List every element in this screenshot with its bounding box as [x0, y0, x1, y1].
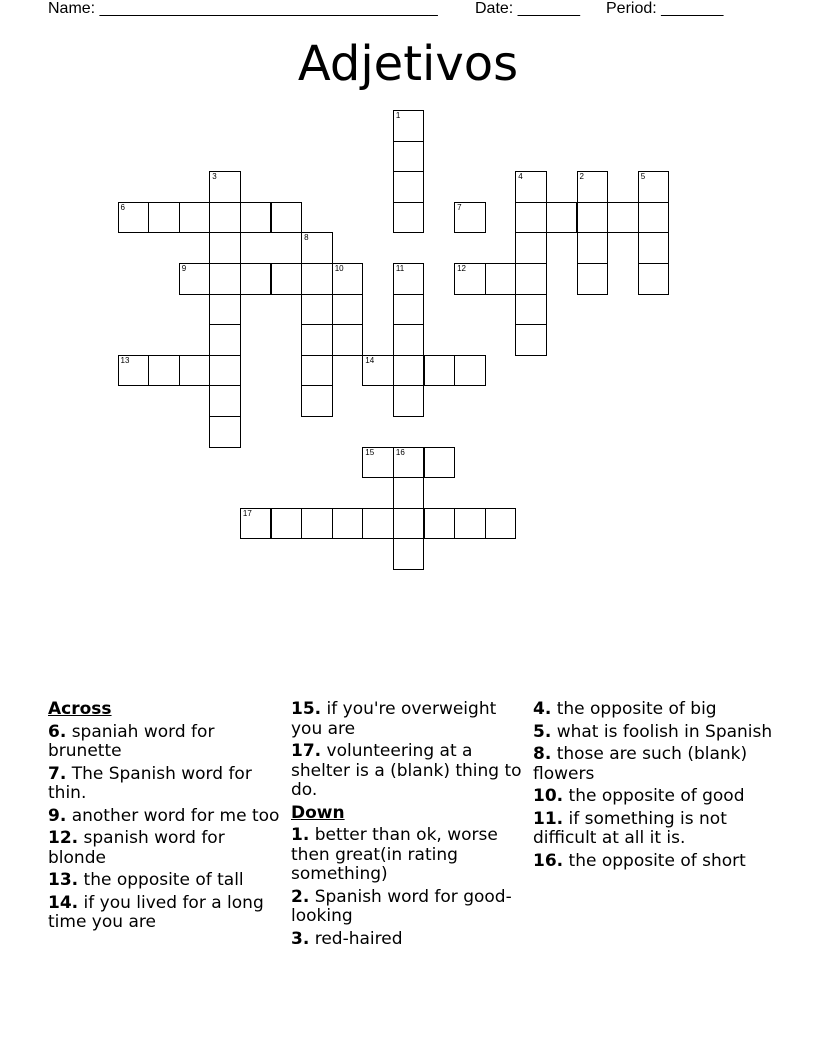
- crossword-cell[interactable]: [393, 171, 425, 203]
- crossword-cell[interactable]: [362, 355, 394, 387]
- cell-number: 15: [365, 447, 375, 457]
- crossword-cell[interactable]: [209, 355, 241, 387]
- clue-text: volunteering at a shelter is a (blank) thing to do.: [291, 741, 522, 800]
- crossword-cell[interactable]: [301, 263, 333, 295]
- cell-number: 9: [181, 264, 187, 273]
- crossword-cell[interactable]: [301, 294, 333, 326]
- crossword-cell[interactable]: [393, 385, 425, 417]
- clue-item: [533, 787, 773, 807]
- cell-number: 8: [304, 233, 309, 243]
- cell-number: 3: [212, 172, 217, 182]
- name-field-label[interactable]: Name: ______________________________________: [48, 0, 438, 17]
- crossword-cell[interactable]: [454, 355, 486, 387]
- crossword-cell[interactable]: [209, 263, 241, 295]
- crossword-cell[interactable]: [393, 324, 425, 356]
- clue-text: The Spanish word for thin.: [48, 763, 252, 803]
- crossword-cell[interactable]: [485, 508, 517, 540]
- clue-item: [48, 871, 288, 891]
- clue-number: 15.: [291, 699, 322, 719]
- crossword-cell[interactable]: [515, 324, 547, 356]
- crossword-cell[interactable]: [332, 324, 364, 356]
- clue-item: [291, 742, 531, 801]
- clue-text: if something is not difficult at all it is.: [533, 808, 727, 848]
- clue-number: 6.: [48, 721, 67, 742]
- clue-number: 17.: [291, 741, 322, 761]
- crossword-cell[interactable]: [515, 232, 547, 264]
- clue-number: 12.: [48, 828, 79, 848]
- cell-number: 13: [120, 355, 130, 365]
- clue-text: Spanish word for good-looking: [291, 886, 512, 926]
- crossword-cell[interactable]: [209, 171, 241, 203]
- clue-item: [48, 723, 288, 762]
- crossword-cell[interactable]: [577, 263, 609, 295]
- crossword-cell[interactable]: [332, 263, 364, 295]
- clue-number: 1.: [291, 825, 310, 845]
- crossword-cell[interactable]: [393, 202, 425, 234]
- crossword-cell[interactable]: [332, 508, 364, 540]
- clue-number: 2.: [291, 886, 310, 907]
- clue-text: better than ok, worse then great(in rating something): [291, 825, 498, 884]
- clue-item: [291, 930, 531, 950]
- crossword-cell[interactable]: [424, 355, 456, 387]
- clue-number: 5.: [533, 721, 552, 742]
- crossword-cell[interactable]: [148, 355, 180, 387]
- crossword-cell[interactable]: [393, 110, 425, 142]
- crossword-cell[interactable]: [179, 202, 211, 234]
- crossword-cell[interactable]: [454, 202, 486, 234]
- crossword-cell[interactable]: [301, 508, 333, 540]
- crossword-cell[interactable]: [209, 232, 241, 264]
- crossword-cell[interactable]: [515, 294, 547, 326]
- clue-number: 4.: [533, 699, 552, 719]
- clue-number: 13.: [48, 870, 79, 890]
- clue-text: if you lived for a long time you are: [48, 892, 264, 932]
- crossword-cell[interactable]: [271, 508, 303, 540]
- crossword-cell[interactable]: [301, 385, 333, 417]
- clue-item: [291, 700, 531, 739]
- clue-text: the opposite of good: [568, 786, 745, 806]
- clue-item: [48, 829, 288, 868]
- crossword-cell[interactable]: [515, 263, 547, 295]
- clue-item: [48, 765, 288, 804]
- clue-text: what is foolish in Spanish: [556, 721, 773, 742]
- date-field-label[interactable]: Date: _______: [475, 0, 580, 17]
- clue-heading-down: Down: [291, 802, 345, 823]
- crossword-cell[interactable]: [332, 294, 364, 326]
- crossword-cell[interactable]: [454, 508, 486, 540]
- cell-number: 14: [365, 355, 375, 365]
- clue-item: [291, 826, 531, 885]
- crossword-cell[interactable]: [179, 263, 211, 295]
- cell-number: 10: [334, 264, 344, 273]
- clue-text: another word for me too: [71, 805, 280, 826]
- cell-number: 11: [395, 264, 405, 273]
- crossword-cell[interactable]: [118, 202, 150, 234]
- cell-number: 6: [120, 202, 125, 212]
- cell-number: 12: [457, 264, 466, 273]
- clue-text: spanish word for blonde: [48, 828, 225, 868]
- crossword-cell[interactable]: [209, 385, 241, 417]
- crossword-cell[interactable]: [393, 477, 425, 509]
- crossword-cell[interactable]: [424, 447, 456, 479]
- cell-number: 4: [518, 172, 523, 182]
- cell-number: 5: [640, 172, 646, 182]
- clue-text: the opposite of big: [556, 699, 717, 719]
- crossword-cell[interactable]: [393, 263, 425, 295]
- crossword-cell[interactable]: [577, 202, 609, 234]
- crossword-cell[interactable]: [638, 232, 670, 264]
- clue-item: [533, 810, 773, 849]
- clue-number: 3.: [291, 928, 310, 949]
- clue-text: if you're overweight you are: [291, 699, 497, 739]
- crossword-cell[interactable]: [393, 355, 425, 387]
- crossword-cell[interactable]: [454, 263, 486, 295]
- crossword-cell[interactable]: [515, 171, 547, 203]
- cell-number: 7: [457, 202, 462, 212]
- crossword-cell[interactable]: [393, 447, 425, 479]
- clue-column-3: [533, 700, 773, 874]
- page-title: Adjetivos: [297, 36, 519, 92]
- clue-number: 10.: [533, 786, 564, 806]
- crossword-cell[interactable]: [638, 202, 670, 234]
- clue-number: 7.: [48, 763, 67, 784]
- crossword-cell[interactable]: [209, 416, 241, 448]
- clue-number: 8.: [533, 744, 552, 764]
- clue-column-2: [291, 700, 531, 952]
- crossword-cell[interactable]: [240, 508, 272, 540]
- crossword-cell[interactable]: [240, 202, 272, 234]
- crossword-cell[interactable]: [118, 355, 150, 387]
- clue-item: [291, 888, 531, 927]
- crossword-cell[interactable]: [362, 447, 394, 479]
- crossword-cell[interactable]: [393, 141, 425, 173]
- crossword-cell[interactable]: [607, 202, 639, 234]
- clue-column-1: [48, 700, 288, 936]
- crossword-cell[interactable]: [393, 538, 425, 570]
- clue-text: those are such (blank) flowers: [533, 744, 748, 784]
- crossword-cell[interactable]: [301, 355, 333, 387]
- cell-number: 17: [242, 508, 252, 518]
- clue-number: 14.: [48, 892, 79, 913]
- clue-text: red-haired: [314, 928, 403, 949]
- clue-item: [533, 745, 773, 784]
- crossword-cell[interactable]: [424, 508, 456, 540]
- clue-item: [533, 852, 773, 872]
- crossword-cell[interactable]: [209, 324, 241, 356]
- clue-number: 16.: [533, 850, 564, 871]
- crossword-cell[interactable]: [271, 263, 303, 295]
- crossword-cell[interactable]: [209, 294, 241, 326]
- crossword-cell[interactable]: [393, 508, 425, 540]
- period-field-label[interactable]: Period: _______: [606, 0, 724, 17]
- crossword-cell[interactable]: [485, 263, 517, 295]
- crossword-cell[interactable]: [577, 171, 609, 203]
- clue-text: the opposite of short: [568, 850, 746, 871]
- clue-item: [533, 723, 773, 743]
- crossword-cell[interactable]: [179, 355, 211, 387]
- cell-number: 16: [395, 447, 405, 457]
- crossword-cell[interactable]: [515, 202, 547, 234]
- clue-item: [48, 894, 288, 933]
- crossword-cell[interactable]: [240, 263, 272, 295]
- crossword-cell[interactable]: [577, 232, 609, 264]
- crossword-cell[interactable]: [209, 202, 241, 234]
- clue-number: 9.: [48, 805, 67, 826]
- crossword-cell[interactable]: [393, 294, 425, 326]
- clue-heading-across: Across: [48, 699, 112, 719]
- clue-item: [533, 700, 773, 720]
- clue-text: spaniah word for brunette: [48, 721, 215, 761]
- crossword-cell[interactable]: [271, 202, 303, 234]
- crossword-cell[interactable]: [301, 324, 333, 356]
- cell-number: 2: [579, 172, 584, 182]
- crossword-cell[interactable]: [148, 202, 180, 234]
- crossword-cell[interactable]: [638, 263, 670, 295]
- crossword-cell[interactable]: [546, 202, 578, 234]
- cell-number: 1: [395, 111, 401, 120]
- crossword-cell[interactable]: [362, 508, 394, 540]
- crossword-cell[interactable]: [638, 171, 670, 203]
- crossword-cell[interactable]: [301, 232, 333, 264]
- clue-item: [48, 807, 288, 827]
- clue-number: 11.: [533, 808, 564, 829]
- clue-text: the opposite of tall: [83, 870, 244, 890]
